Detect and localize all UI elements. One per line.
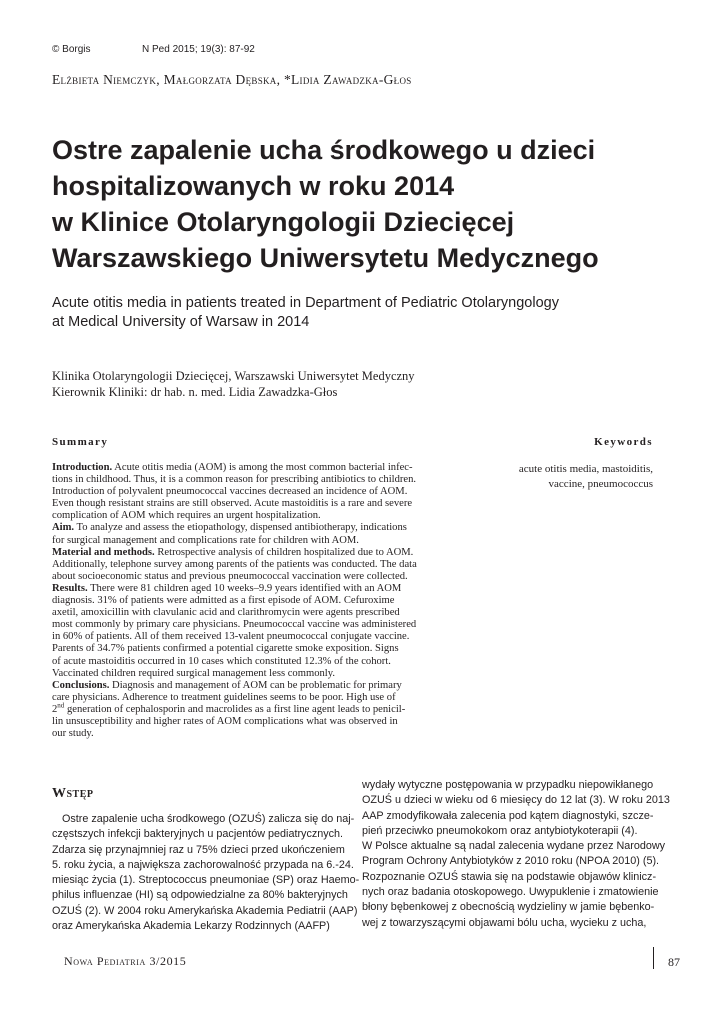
keywords-list bbox=[453, 462, 653, 491]
footer-journal bbox=[64, 954, 186, 969]
conclusions-label: Conclusions. bbox=[52, 679, 110, 691]
journal-issue: 3/2015 bbox=[149, 954, 187, 968]
page-number: 87 bbox=[668, 955, 680, 969]
summary-text: Diagnosis and management of AOM can be problematic for primary bbox=[109, 679, 402, 691]
title-line: w Klinice Otolaryngologii Dziecięcej bbox=[52, 207, 515, 237]
body-line: wej z towarzyszącymi objawami bólu ucha, wycieku z ucha, bbox=[362, 916, 647, 929]
summary-text: our study. bbox=[52, 728, 94, 740]
title-line: Ostre zapalenie ucha środkowego u dzieci bbox=[52, 135, 596, 165]
body-line: OZUŚ u dzieci w wieku od 6 miesięcy do 12 lat (3). W roku 2013 bbox=[362, 794, 670, 807]
body-column-right bbox=[362, 778, 670, 931]
affiliation-clinic: Klinika Otolaryngologii Dziecięcej, Warszawski Uniwersytet Medyczny bbox=[52, 369, 415, 383]
copyright-notice: © Borgis bbox=[52, 44, 91, 55]
results-label: Results. bbox=[52, 582, 88, 594]
body-column-left bbox=[52, 812, 360, 934]
english-title bbox=[52, 294, 612, 332]
body-line: pień przeciwko pneumokokom oraz antybiotykoterapii (4). bbox=[362, 824, 638, 837]
summary-text: Retrospective analysis of children hospitalized due to AOM. bbox=[154, 546, 414, 558]
summary-abstract bbox=[52, 462, 448, 740]
summary-text: Parents of 34.7% patients confirmed a potential cigarette smoke exposition. Signs bbox=[52, 643, 399, 655]
keywords-heading: Keywords bbox=[594, 436, 653, 448]
summary-text: To analyze and assess the etiopathology, dispensed antibiotherapy, indications bbox=[74, 522, 407, 534]
affiliation bbox=[52, 368, 415, 400]
summary-text: lin unsusceptibility and higher rates of AOM complications what was observed in bbox=[52, 715, 398, 727]
ordinal-suffix: nd bbox=[57, 701, 65, 710]
body-line: nych oraz badania otoskopowego. Uwypuklenie i zmatowienie bbox=[362, 886, 659, 899]
summary-text: generation of cephalosporin and macrolides as a first line agent leads to penicil- bbox=[66, 703, 406, 715]
body-line: Zdarza się przynajmniej raz u 75% dzieci przed ukończeniem bbox=[52, 843, 345, 856]
summary-text: diagnosis. 31% of patients were admitted as a first episode of AOM. Cefuroxime bbox=[52, 595, 395, 607]
keyword-line: acute otitis media, mastoiditis, bbox=[518, 463, 653, 475]
body-line: Rozpoznanie OZUŚ stawia się na podstawie objawów klinicz- bbox=[362, 870, 657, 883]
affiliation-head: Kierownik Kliniki: dr hab. n. med. Lidia Zawadzka-Głos bbox=[52, 385, 338, 399]
summary-text: about socioeconomic status and previous pneumococcal vaccination were collected. bbox=[52, 570, 408, 582]
subtitle-line: at Medical University of Warsaw in 2014 bbox=[52, 314, 310, 330]
body-line: philus influenzae (HI) są odpowiedzialne za 80% bakteryjnych bbox=[52, 889, 348, 902]
body-line: OZUŚ (2). W 2004 roku Amerykańska Akademia Pediatrii (AAP) bbox=[52, 904, 358, 917]
title-line: hospitalizowanych w roku 2014 bbox=[52, 171, 455, 201]
intro-label: Introduction. bbox=[52, 462, 113, 473]
body-line: 5. roku życia, a największa zachorowalność przypada na 6.-24. bbox=[52, 858, 354, 871]
section-heading: Wstęp bbox=[52, 786, 94, 801]
summary-text: Even though resistant strains are still observed. Acute mastoiditis is a rare and severe bbox=[52, 498, 413, 510]
subtitle-line: Acute otitis media in patients treated in Department of Pediatric Otolaryngology bbox=[52, 295, 559, 311]
summary-text: Introduction of polyvalent pneumococcal vaccines decreased an incidence of AOM. bbox=[52, 486, 408, 498]
body-line: Program Ochrony Antybiotyków z 2010 roku (NPOA 2010) (5). bbox=[362, 855, 660, 868]
journal-name: Nowa Pediatria bbox=[64, 954, 146, 968]
summary-text: Acute otitis media (AOM) is among the most common bacterial infec- bbox=[112, 462, 413, 473]
footer-divider bbox=[653, 947, 654, 969]
body-line: W Polsce aktualne są nadal zalecenia wydane przez Narodowy bbox=[362, 840, 666, 853]
authors: Elżbieta Niemczyk, Małgorzata Dębska, *Lidia Zawadzka-Głos bbox=[52, 72, 412, 87]
article-title bbox=[52, 132, 692, 276]
methods-label: Material and methods. bbox=[52, 546, 155, 558]
summary-text: in 60% of patients. All of them received 13-valent pneumococcal conjugate vaccine. bbox=[52, 631, 410, 643]
summary-text: complication of AOM which requires an urgent hospitalization. bbox=[52, 510, 321, 522]
summary-heading: Summary bbox=[52, 436, 109, 448]
body-line: AAP zmodyfikowała zalecenia pod kątem diagnostyki, szcze- bbox=[362, 809, 654, 822]
summary-text: most commonly by primary care physicians. Pneumococcal vaccine was administered bbox=[52, 619, 417, 631]
summary-text: There were 81 children aged 10 weeks–9.9 years identified with an AOM bbox=[87, 582, 402, 594]
keyword-line: vaccine, pneumococcus bbox=[548, 477, 653, 490]
body-line: oraz Amerykańska Akademia Lekarzy Rodzinnych (AAFP) bbox=[52, 920, 330, 933]
body-line: miesiąc życia (1). Streptococcus pneumoniae (SP) oraz Haemo- bbox=[52, 874, 360, 887]
body-line: Ostre zapalenie ucha środkowego (OZUŚ) zalicza się do naj- bbox=[62, 813, 355, 825]
summary-text: care physicians. Adherence to treatment guidelines seems to be poor. High use of bbox=[52, 691, 396, 703]
summary-text: Additionally, telephone survey among parents of the patients was conducted. The data bbox=[52, 558, 417, 570]
generation-number: 2 bbox=[52, 703, 58, 715]
summary-text: Vaccinated children required surgical management less commonly. bbox=[52, 667, 335, 679]
aim-label: Aim. bbox=[52, 522, 75, 534]
body-line: częstszych infekcji bakteryjnych u pacjentów pediatrycznych. bbox=[52, 828, 344, 841]
journal-citation: N Ped 2015; 19(3): 87-92 bbox=[142, 44, 255, 55]
body-line: wydały wytyczne postępowania w przypadku niepowikłanego bbox=[362, 779, 654, 791]
title-line: Warszawskiego Uniwersytetu Medycznego bbox=[52, 243, 599, 273]
body-line: błony bębenkowej z obecnością wydzieliny w jamie bębenko- bbox=[362, 901, 655, 914]
summary-text: for surgical management and complications rate for children with AOM. bbox=[52, 534, 359, 546]
summary-text: of acute mastoiditis occurred in 10 cases which constituted 12.3% of the cohort. bbox=[52, 655, 391, 667]
summary-text: tions in childhood. Thus, it is a common reason for prescribing antibiotics to children. bbox=[52, 474, 417, 486]
summary-text: axetil, amoxicillin with clavulanic acid and clarithromycin were agents prescribed bbox=[52, 607, 400, 619]
